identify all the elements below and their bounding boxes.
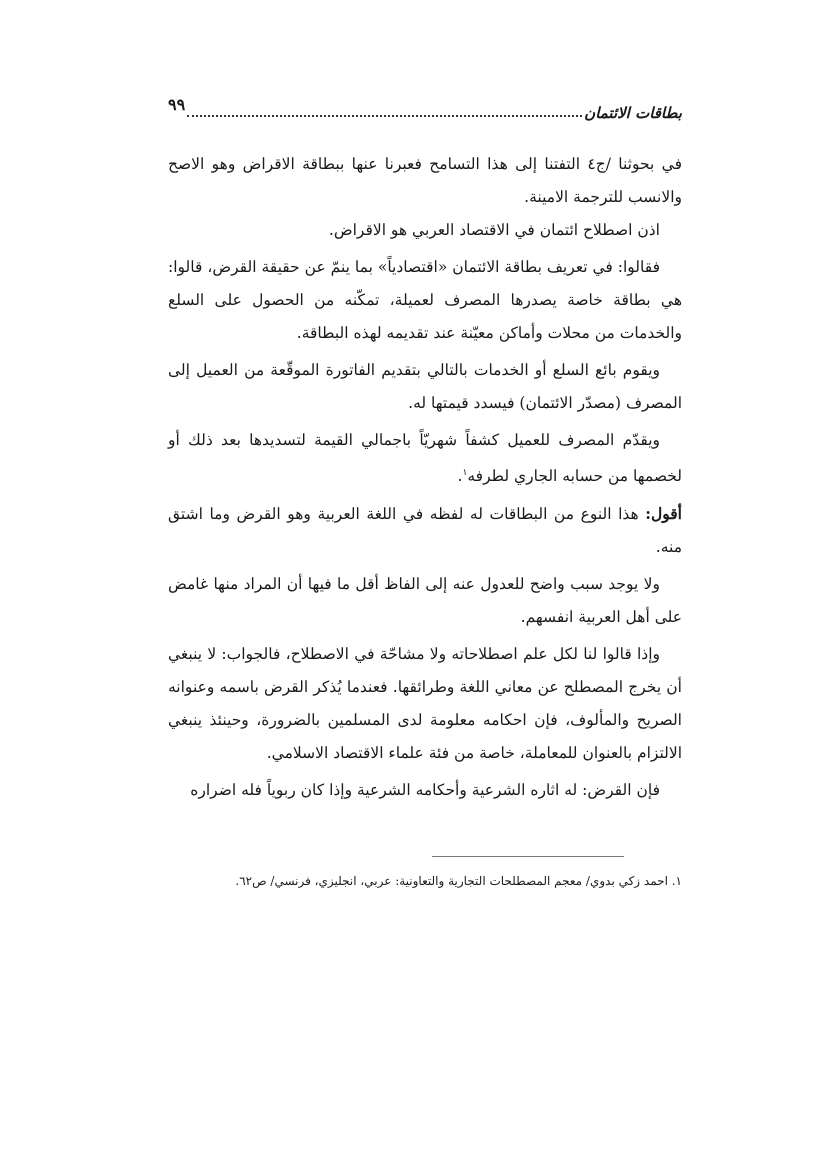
paragraph-7: ولا يوجد سبب واضح للعدول عنه إلى الفاظ أقل ما فيها أن المراد منها غامض على أهل العربية انفسهم.	[168, 575, 682, 627]
main-text	[168, 148, 682, 811]
paragraph-5-text: ويقدّم المصرف للعميل كشفاً شهريّاً باجمالي القيمة لتسديدها بعد ذلك أو لخصمها من حسابه الجاري لطرفه	[168, 431, 682, 486]
paragraph-1: في بحوثنا /ج٤ التفتنا إلى هذا التسامح فعبرنا عنها ببطاقة الاقراض وهو الاصح والانسب للترجمة الامينة.	[168, 155, 682, 206]
footnote-reference: ١	[462, 468, 468, 478]
footnote: ١. احمد زكي بدوي/ معجم المصطلحات التجارية والتعاونية: عربي، انجليزي، فرنسي/ ص٦٢.	[235, 874, 682, 888]
paragraph-4: ويقوم بائع السلع أو الخدمات بالتالي بتقديم الفاتورة الموقّعة من العميل إلى المصرف (مصدّر الائتمان) فيسدد قيمتها له.	[168, 361, 682, 412]
paragraph-6	[168, 497, 682, 564]
running-header	[168, 96, 682, 122]
footnote-divider	[432, 856, 624, 857]
paragraph-2: اذن اصطلاح ائتمان في الاقتصاد العربي هو الاقراض.	[328, 221, 660, 239]
aqul-label: أقول:	[645, 504, 682, 524]
running-title: بطاقات الائتمان	[584, 104, 682, 122]
page-number: ٩٩	[168, 95, 186, 114]
leader-dots	[187, 115, 582, 117]
paragraph-3: فقالوا: في تعريف بطاقة الائتمان «اقتصادياً» بما ينمّ عن حقيقة القرض، قالوا: هي بطاقة خاصة يصدرها المصرف لعميلة، تمكّنه من الحصول على السلع والخدمات من محلات وأماكن معيّنة عند تقديمه لهذه البطاقة.	[168, 258, 682, 342]
paragraph-5: ويقدّم المصرف للعميل كشفاً شهريّاً باجمالي القيمة لتسديدها بعد ذلك أو لخصمها من حسابه الجاري لطرفه$^١$.	[168, 431, 682, 486]
paragraph-6-text: هذا النوع من البطاقات له لفظه في اللغة العربية وهو القرض وما اشتق منه.	[168, 505, 682, 557]
paragraph-9: فإن القرض: له اثاره الشرعية وأحكامه الشرعية وإذا كان ربوياً فله اضراره	[190, 781, 660, 800]
paragraph-8: وإذا قالوا لنا لكل علم اصطلاحاته ولا مشاحّة في الاصطلاح، فالجواب: لا ينبغي أن يخرج المصطلح عن معاني اللغة وطرائقها. فعندما يُذكر القرض باسمه وعنوانه الصريح والمألوف، فإن احكامه معلومة لدى المسلمين بالضرورة، وحينئذ ينبغي الالتزام بالعنوان للمعاملة، خاصة من فئة علماء الاقتصاد الاسلامي.	[168, 645, 682, 763]
